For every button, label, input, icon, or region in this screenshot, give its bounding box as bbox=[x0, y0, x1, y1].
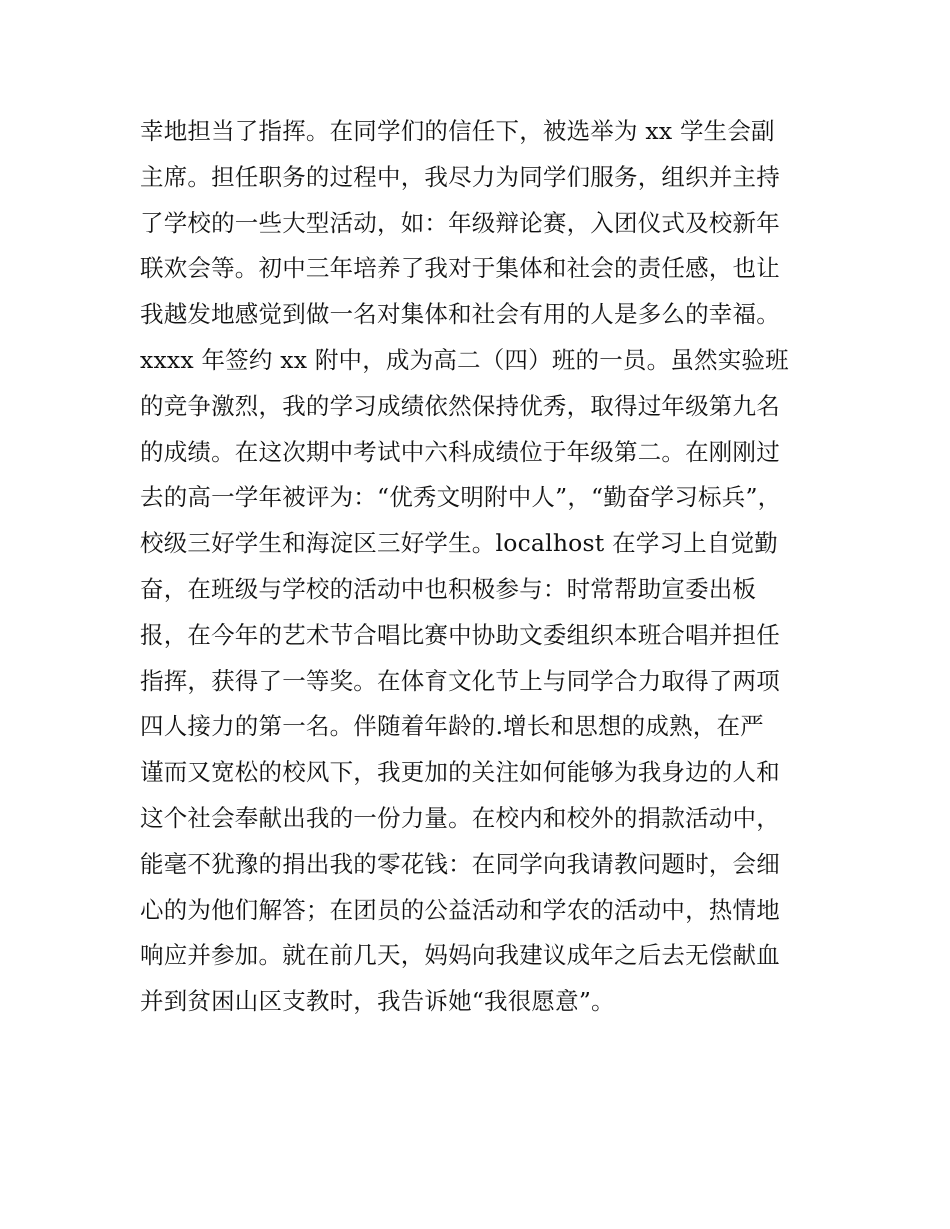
text-line: 这个社会奉献出我的一份力量。在校内和校外的捐款活动中， bbox=[140, 803, 780, 832]
text-line: 心的为他们解答；在团员的公益活动和学农的活动中，热情地 bbox=[140, 895, 780, 924]
text-line: 主席。担任职务的过程中，我尽力为同学们服务，组织并主持 bbox=[140, 162, 780, 191]
text-line: 的竞争激烈，我的学习成绩依然保持优秀，取得过年级第九名 bbox=[140, 391, 780, 420]
body-text bbox=[140, 109, 840, 1025]
text-line: 联欢会等。初中三年培养了我对于集体和社会的责任感，也让 bbox=[140, 254, 780, 283]
text-line: 的成绩。在这次期中考试中六科成绩位于年级第二。在刚刚过 bbox=[140, 437, 780, 466]
text-line: 能毫不犹豫的捐出我的零花钱：在同学向我请教问题时，会细 bbox=[140, 849, 780, 878]
text-line: 四人接力的第一名。伴随着年龄的.增长和思想的成熟，在严 bbox=[140, 712, 764, 741]
text-line: 响应并参加。就在前几天，妈妈向我建议成年之后去无偿献血 bbox=[140, 941, 780, 970]
text-line: 奋，在班级与学校的活动中也积极参与：时常帮助宣委出板 bbox=[140, 574, 757, 603]
text-line: 并到贫困山区支教时，我告诉她“我很愿意”。 bbox=[140, 987, 615, 1016]
text-line: 我越发地感觉到做一名对集体和社会有用的人是多么的幸福。 bbox=[140, 300, 780, 329]
text-line: 去的高一学年被评为：“优秀文明附中人”，“勤奋学习标兵”， bbox=[140, 483, 782, 512]
text-line: 幸地担当了指挥。在同学们的信任下，被选举为 xx 学生会副 bbox=[140, 117, 775, 145]
text-line: xxxx 年签约 xx 附中，成为高二（四）班的一员。虽然实验班 bbox=[140, 345, 789, 374]
text-line: 报，在今年的艺术节合唱比赛中协助文委组织本班合唱并担任 bbox=[140, 620, 780, 649]
text-line: 指挥，获得了一等奖。在体育文化节上与同学合力取得了两项 bbox=[140, 666, 780, 695]
text-line: 了学校的一些大型活动，如：年级辩论赛，入团仪式及校新年 bbox=[140, 208, 780, 237]
text-line: 谨而又宽松的校风下，我更加的关注如何能够为我身边的人和 bbox=[140, 758, 780, 787]
text-line: 校级三好学生和海淀区三好学生。localhost 在学习上自觉勤 bbox=[140, 529, 779, 558]
